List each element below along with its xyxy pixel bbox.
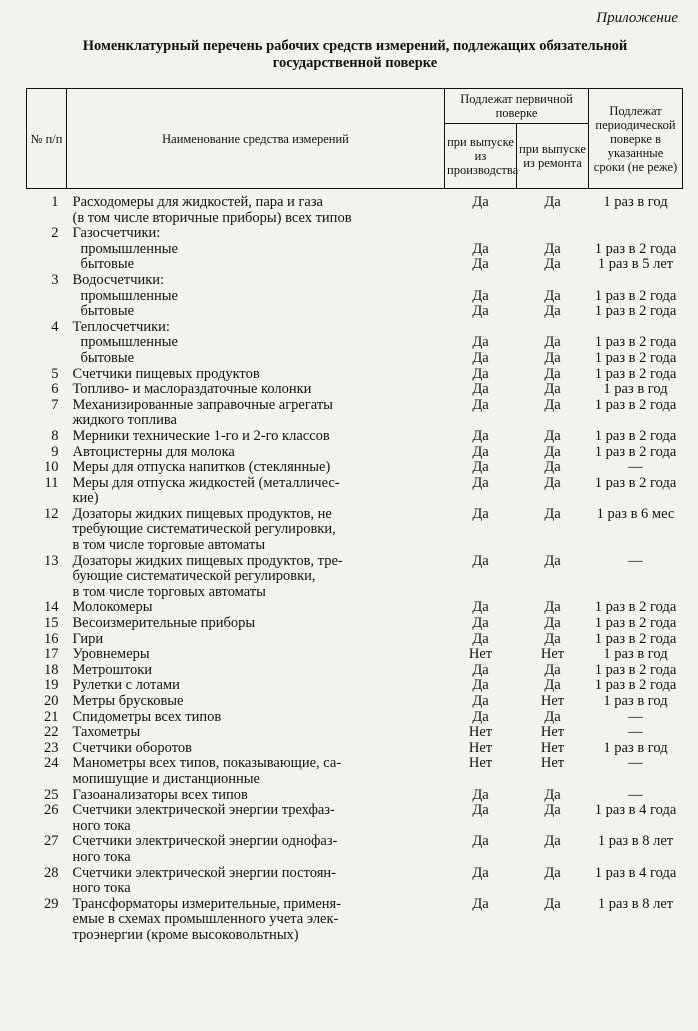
- row-period: 1 раз в 6 мес: [596, 505, 675, 522]
- name-line: Топливо- и маслораздаточные колонки: [72, 381, 312, 398]
- table-row: [27, 189, 683, 227]
- name-line: Гири: [72, 630, 104, 647]
- appendix-label: Приложение: [596, 10, 678, 26]
- row-period: 1 раз в год: [603, 739, 668, 756]
- row-release: Да: [472, 459, 489, 476]
- row-number: 5: [51, 365, 59, 382]
- row-number: 26: [44, 802, 59, 819]
- row-name: [67, 429, 445, 445]
- row-period: 1 раз в 4 года: [594, 802, 677, 819]
- row-period: —: [628, 755, 643, 772]
- row-name: [67, 756, 445, 787]
- row-period: 1 раз в 2 года: [594, 427, 677, 444]
- row-release: Да: [472, 443, 489, 460]
- row-release: Да: [472, 505, 489, 522]
- row-name: [67, 616, 445, 632]
- row-number: 21: [44, 708, 59, 725]
- table-row: [27, 398, 683, 429]
- row-name: [67, 741, 445, 757]
- row-release: [445, 226, 517, 273]
- row-release: Да: [472, 833, 489, 850]
- row-period: 1 раз в 2 года: [594, 661, 677, 678]
- table-row: [27, 678, 683, 694]
- name-line: Молокомеры: [72, 599, 153, 616]
- sub-repair: Да: [544, 256, 561, 273]
- name-line: Водосчетчики:: [72, 271, 165, 288]
- table-row: [27, 226, 683, 273]
- row-release: Да: [472, 864, 489, 881]
- row-release: Да: [472, 802, 489, 819]
- row-release: [445, 320, 517, 367]
- row-name: [67, 382, 445, 398]
- name-line: Меры для отпуска напитков (стеклянные): [72, 459, 331, 476]
- row-repair: Да: [544, 365, 561, 382]
- name-line: мопишущие и дистанционные: [72, 770, 260, 787]
- row-number: 4: [51, 318, 59, 335]
- name-line: Счетчики пищевых продуктов: [72, 365, 260, 382]
- header-primary: Подлежат первичной поверке: [445, 89, 589, 124]
- row-repair: Да: [544, 661, 561, 678]
- row-name: [67, 367, 445, 383]
- row-name: [67, 803, 445, 834]
- row-name: [67, 189, 445, 227]
- row-release: Да: [472, 615, 489, 632]
- sub-release: Да: [472, 334, 489, 351]
- row-period: 1 раз в 4 года: [594, 864, 677, 881]
- blank-line: [447, 226, 515, 242]
- name-line: Теплосчетчики:: [72, 318, 170, 335]
- name-line: Весоизмерительные приборы: [72, 615, 256, 632]
- row-number: 2: [51, 225, 59, 242]
- row-release: Да: [472, 895, 489, 912]
- row-period: 1 раз в 2 года: [594, 365, 677, 382]
- name-line: Счетчики электрической энергии трехфаз-: [72, 802, 335, 819]
- name-line: Дозаторы жидких пищевых продуктов, не: [72, 505, 332, 522]
- name-line: Механизированные заправочные агрегаты: [72, 396, 333, 413]
- row-name: [67, 632, 445, 648]
- header-primary-repair: при выпуске из ремонта: [517, 124, 589, 189]
- name-line: ного тока: [72, 848, 131, 865]
- table-row: [27, 476, 683, 507]
- sub-period: 1 раз в 2 года: [594, 334, 677, 351]
- row-number: 27: [44, 833, 59, 850]
- blank-line: [519, 273, 587, 289]
- row-release: Да: [472, 474, 489, 491]
- row-number: 23: [44, 739, 59, 756]
- row-period: —: [628, 786, 643, 803]
- row-number: 16: [44, 630, 59, 647]
- row-repair: Да: [544, 864, 561, 881]
- table-row: [27, 647, 683, 663]
- table-row: [27, 507, 683, 554]
- row-name: [67, 273, 445, 320]
- row-release: Нет: [468, 755, 493, 772]
- table-row: [27, 616, 683, 632]
- name-line: Расходомеры для жидкостей, пара и газа: [72, 194, 323, 210]
- table-row: [27, 834, 683, 865]
- blank-line: [447, 273, 515, 289]
- row-period: [589, 226, 683, 273]
- table-row: [27, 554, 683, 601]
- row-name: [67, 788, 445, 804]
- row-number: 15: [44, 615, 59, 632]
- sub-repair: Да: [544, 334, 561, 351]
- name-line: Счетчики оборотов: [72, 739, 192, 756]
- row-name: [67, 866, 445, 897]
- row-repair: Да: [544, 381, 561, 398]
- row-repair: Нет: [540, 724, 565, 741]
- row-number: 12: [44, 505, 59, 522]
- row-repair: [517, 273, 589, 320]
- row-release: Нет: [468, 724, 493, 741]
- row-number: 18: [44, 661, 59, 678]
- row-number: 19: [44, 677, 59, 694]
- row-repair: Да: [544, 895, 561, 912]
- name-line: ного тока: [72, 880, 131, 897]
- sub-repair: Да: [544, 287, 561, 304]
- row-repair: Нет: [540, 755, 565, 772]
- sub-repair: Да: [544, 303, 561, 320]
- name-line: в том числе торговых автоматы: [72, 583, 266, 600]
- row-repair: Да: [544, 459, 561, 476]
- row-name: [67, 647, 445, 663]
- name-line: Рулетки с лотами: [72, 677, 180, 694]
- row-repair: Да: [544, 677, 561, 694]
- table-row: [27, 600, 683, 616]
- row-repair: Да: [544, 786, 561, 803]
- row-name: [67, 476, 445, 507]
- row-period: 1 раз в 2 года: [594, 599, 677, 616]
- row-number: 14: [44, 599, 59, 616]
- row-release: Да: [472, 194, 489, 210]
- name-line: Тахометры: [72, 724, 141, 741]
- row-release: Да: [472, 661, 489, 678]
- row-release: Да: [472, 552, 489, 569]
- row-release: Нет: [468, 739, 493, 756]
- row-period: —: [628, 708, 643, 725]
- row-period: 1 раз в 2 года: [594, 443, 677, 460]
- row-period: —: [628, 552, 643, 569]
- row-repair: Нет: [540, 739, 565, 756]
- name-line: в том числе торговые автоматы: [72, 537, 266, 554]
- sub-item-label: промышленные: [80, 240, 178, 257]
- table-body: [27, 189, 683, 944]
- sub-period: 1 раз в 2 года: [594, 303, 677, 320]
- table-row: [27, 725, 683, 741]
- row-name: [67, 460, 445, 476]
- sub-period: 1 раз в 2 года: [594, 349, 677, 366]
- sub-period: 1 раз в 2 года: [594, 287, 677, 304]
- header-primary-release: при выпуске из производства: [445, 124, 517, 189]
- name-line: Метры брусковые: [72, 693, 184, 709]
- sub-release: Да: [472, 240, 489, 257]
- page-title: Номенклатурный перечень рабочих средств измерений, подлежащих обязательной государственной поверке: [82, 38, 628, 71]
- table-row: [27, 273, 683, 320]
- sub-release: Да: [472, 287, 489, 304]
- row-release: Да: [472, 365, 489, 382]
- row-period: [589, 320, 683, 367]
- row-repair: Да: [544, 396, 561, 413]
- header-name: Наименование средства измерений: [67, 89, 445, 189]
- table-row: [27, 803, 683, 834]
- name-line: Дозаторы жидких пищевых продуктов, тре-: [72, 552, 343, 569]
- row-period: 1 раз в 2 года: [594, 630, 677, 647]
- row-release: Да: [472, 381, 489, 398]
- sub-period: 1 раз в 2 года: [594, 240, 677, 257]
- row-number: 24: [44, 755, 59, 772]
- name-line: Уровнемеры: [72, 646, 150, 663]
- name-line: кие): [72, 490, 99, 507]
- table-row: [27, 663, 683, 679]
- row-repair: Да: [544, 630, 561, 647]
- table-row: [27, 788, 683, 804]
- row-number: 6: [51, 381, 59, 398]
- table-row: [27, 741, 683, 757]
- sub-item-label: бытовые: [80, 303, 135, 320]
- row-number: 1: [51, 194, 59, 210]
- row-release: [445, 273, 517, 320]
- name-line: Метроштоки: [72, 661, 153, 678]
- sub-release: Да: [472, 349, 489, 366]
- row-number: 17: [44, 646, 59, 663]
- name-line: Счетчики электрической энергии постоян-: [72, 864, 336, 881]
- name-line: (в том числе вторичные приборы) всех типов: [72, 209, 352, 226]
- row-name: [67, 678, 445, 694]
- row-number: 25: [44, 786, 59, 803]
- row-repair: Да: [544, 194, 561, 210]
- row-name: [67, 445, 445, 461]
- row-number: 22: [44, 724, 59, 741]
- sub-item-label: промышленные: [80, 287, 178, 304]
- row-release: Да: [472, 786, 489, 803]
- row-number: 9: [51, 443, 59, 460]
- row-repair: Да: [544, 708, 561, 725]
- instruments-table: [26, 88, 683, 944]
- table-row: [27, 460, 683, 476]
- row-period: 1 раз в год: [603, 194, 668, 210]
- row-name: [67, 725, 445, 741]
- table-row: [27, 632, 683, 648]
- row-name: [67, 663, 445, 679]
- name-line: Спидометры всех типов: [72, 708, 222, 725]
- name-line: жидкого топлива: [72, 412, 177, 429]
- row-period: 1 раз в 2 года: [594, 677, 677, 694]
- row-period: [589, 273, 683, 320]
- sub-item-label: бытовые: [80, 349, 135, 366]
- row-number: 20: [44, 693, 59, 709]
- row-period: 1 раз в 2 года: [594, 615, 677, 632]
- sub-period: 1 раз в 5 лет: [597, 256, 674, 273]
- name-line: троэнергии (кроме высоковольтных): [72, 926, 299, 943]
- row-name: [67, 600, 445, 616]
- table-row: [27, 710, 683, 726]
- sub-release: Да: [472, 303, 489, 320]
- row-repair: Нет: [540, 646, 565, 663]
- table-row: [27, 429, 683, 445]
- row-repair: Да: [544, 474, 561, 491]
- sub-release: Да: [472, 256, 489, 273]
- name-line: ного тока: [72, 817, 131, 834]
- row-name: [67, 398, 445, 429]
- row-period: —: [628, 459, 643, 476]
- row-period: 1 раз в год: [603, 381, 668, 398]
- row-name: [67, 554, 445, 601]
- row-release: Да: [472, 396, 489, 413]
- row-repair: [517, 320, 589, 367]
- row-release: Да: [472, 599, 489, 616]
- row-repair: [517, 226, 589, 273]
- blank-line: [519, 226, 587, 242]
- name-line: Трансформаторы измерительные, применя-: [72, 895, 342, 912]
- row-number: 10: [44, 459, 59, 476]
- table-row: [27, 756, 683, 787]
- row-period: 1 раз в год: [603, 646, 668, 663]
- table-row: [27, 445, 683, 461]
- row-period: 1 раз в 8 лет: [597, 833, 674, 850]
- header-num: № п/п: [27, 89, 67, 189]
- name-line: Газосчетчики:: [72, 225, 161, 242]
- row-number: 7: [51, 396, 59, 413]
- header-periodic: Подлежат периодической поверке в указанные сроки (не реже): [589, 89, 683, 189]
- row-release: Да: [472, 630, 489, 647]
- row-number: 11: [44, 474, 59, 491]
- row-repair: Да: [544, 427, 561, 444]
- row-release: Нет: [468, 646, 493, 663]
- row-number: 8: [51, 427, 59, 444]
- row-period: 1 раз в год: [603, 693, 668, 709]
- table-row: [27, 367, 683, 383]
- name-line: Газоанализаторы всех типов: [72, 786, 248, 803]
- name-line: емые в схемах промышленного учета элек-: [72, 911, 339, 928]
- name-line: Счетчики электрической энергии однофаз-: [72, 833, 338, 850]
- table-row: [27, 320, 683, 367]
- name-line: Автоцистерны для молока: [72, 443, 235, 460]
- sub-repair: Да: [544, 349, 561, 366]
- row-repair: Нет: [540, 693, 565, 709]
- row-release: Да: [472, 708, 489, 725]
- row-repair: Да: [544, 599, 561, 616]
- blank-line: [447, 320, 515, 336]
- table-row: [27, 897, 683, 944]
- row-name: [67, 897, 445, 944]
- row-release: Да: [472, 693, 489, 709]
- row-repair: Да: [544, 833, 561, 850]
- row-release: Да: [472, 677, 489, 694]
- row-repair: Да: [544, 552, 561, 569]
- sub-item-label: промышленные: [80, 334, 178, 351]
- row-name: [67, 507, 445, 554]
- row-repair: Да: [544, 443, 561, 460]
- row-number: 28: [44, 864, 59, 881]
- row-period: 1 раз в 2 года: [594, 474, 677, 491]
- row-name: [67, 834, 445, 865]
- name-line: бующие систематической регулировки,: [72, 568, 316, 585]
- row-repair: Да: [544, 802, 561, 819]
- table-row: [27, 866, 683, 897]
- blank-line: [519, 320, 587, 336]
- blank-line: [591, 273, 681, 289]
- name-line: Меры для отпуска жидкостей (металличес-: [72, 474, 340, 491]
- name-line: Манометры всех типов, показывающие, са-: [72, 755, 342, 772]
- name-line: требующие систематической регулировки,: [72, 521, 336, 538]
- table-row: [27, 382, 683, 398]
- row-number: 29: [44, 895, 59, 912]
- row-period: —: [628, 724, 643, 741]
- sub-repair: Да: [544, 240, 561, 257]
- row-period: 1 раз в 8 лет: [597, 895, 674, 912]
- row-name: [67, 710, 445, 726]
- blank-line: [591, 320, 681, 336]
- row-name: [67, 694, 445, 710]
- blank-line: [591, 226, 681, 242]
- row-repair: Да: [544, 505, 561, 522]
- row-name: [67, 320, 445, 367]
- sub-item-label: бытовые: [80, 256, 135, 273]
- name-line: Мерники технические 1-го и 2-го классов: [72, 427, 330, 444]
- table-row: [27, 694, 683, 710]
- row-repair: Да: [544, 615, 561, 632]
- row-number: 13: [44, 552, 59, 569]
- row-name: [67, 226, 445, 273]
- row-release: Да: [472, 427, 489, 444]
- row-period: 1 раз в 2 года: [594, 396, 677, 413]
- row-number: 3: [51, 271, 59, 288]
